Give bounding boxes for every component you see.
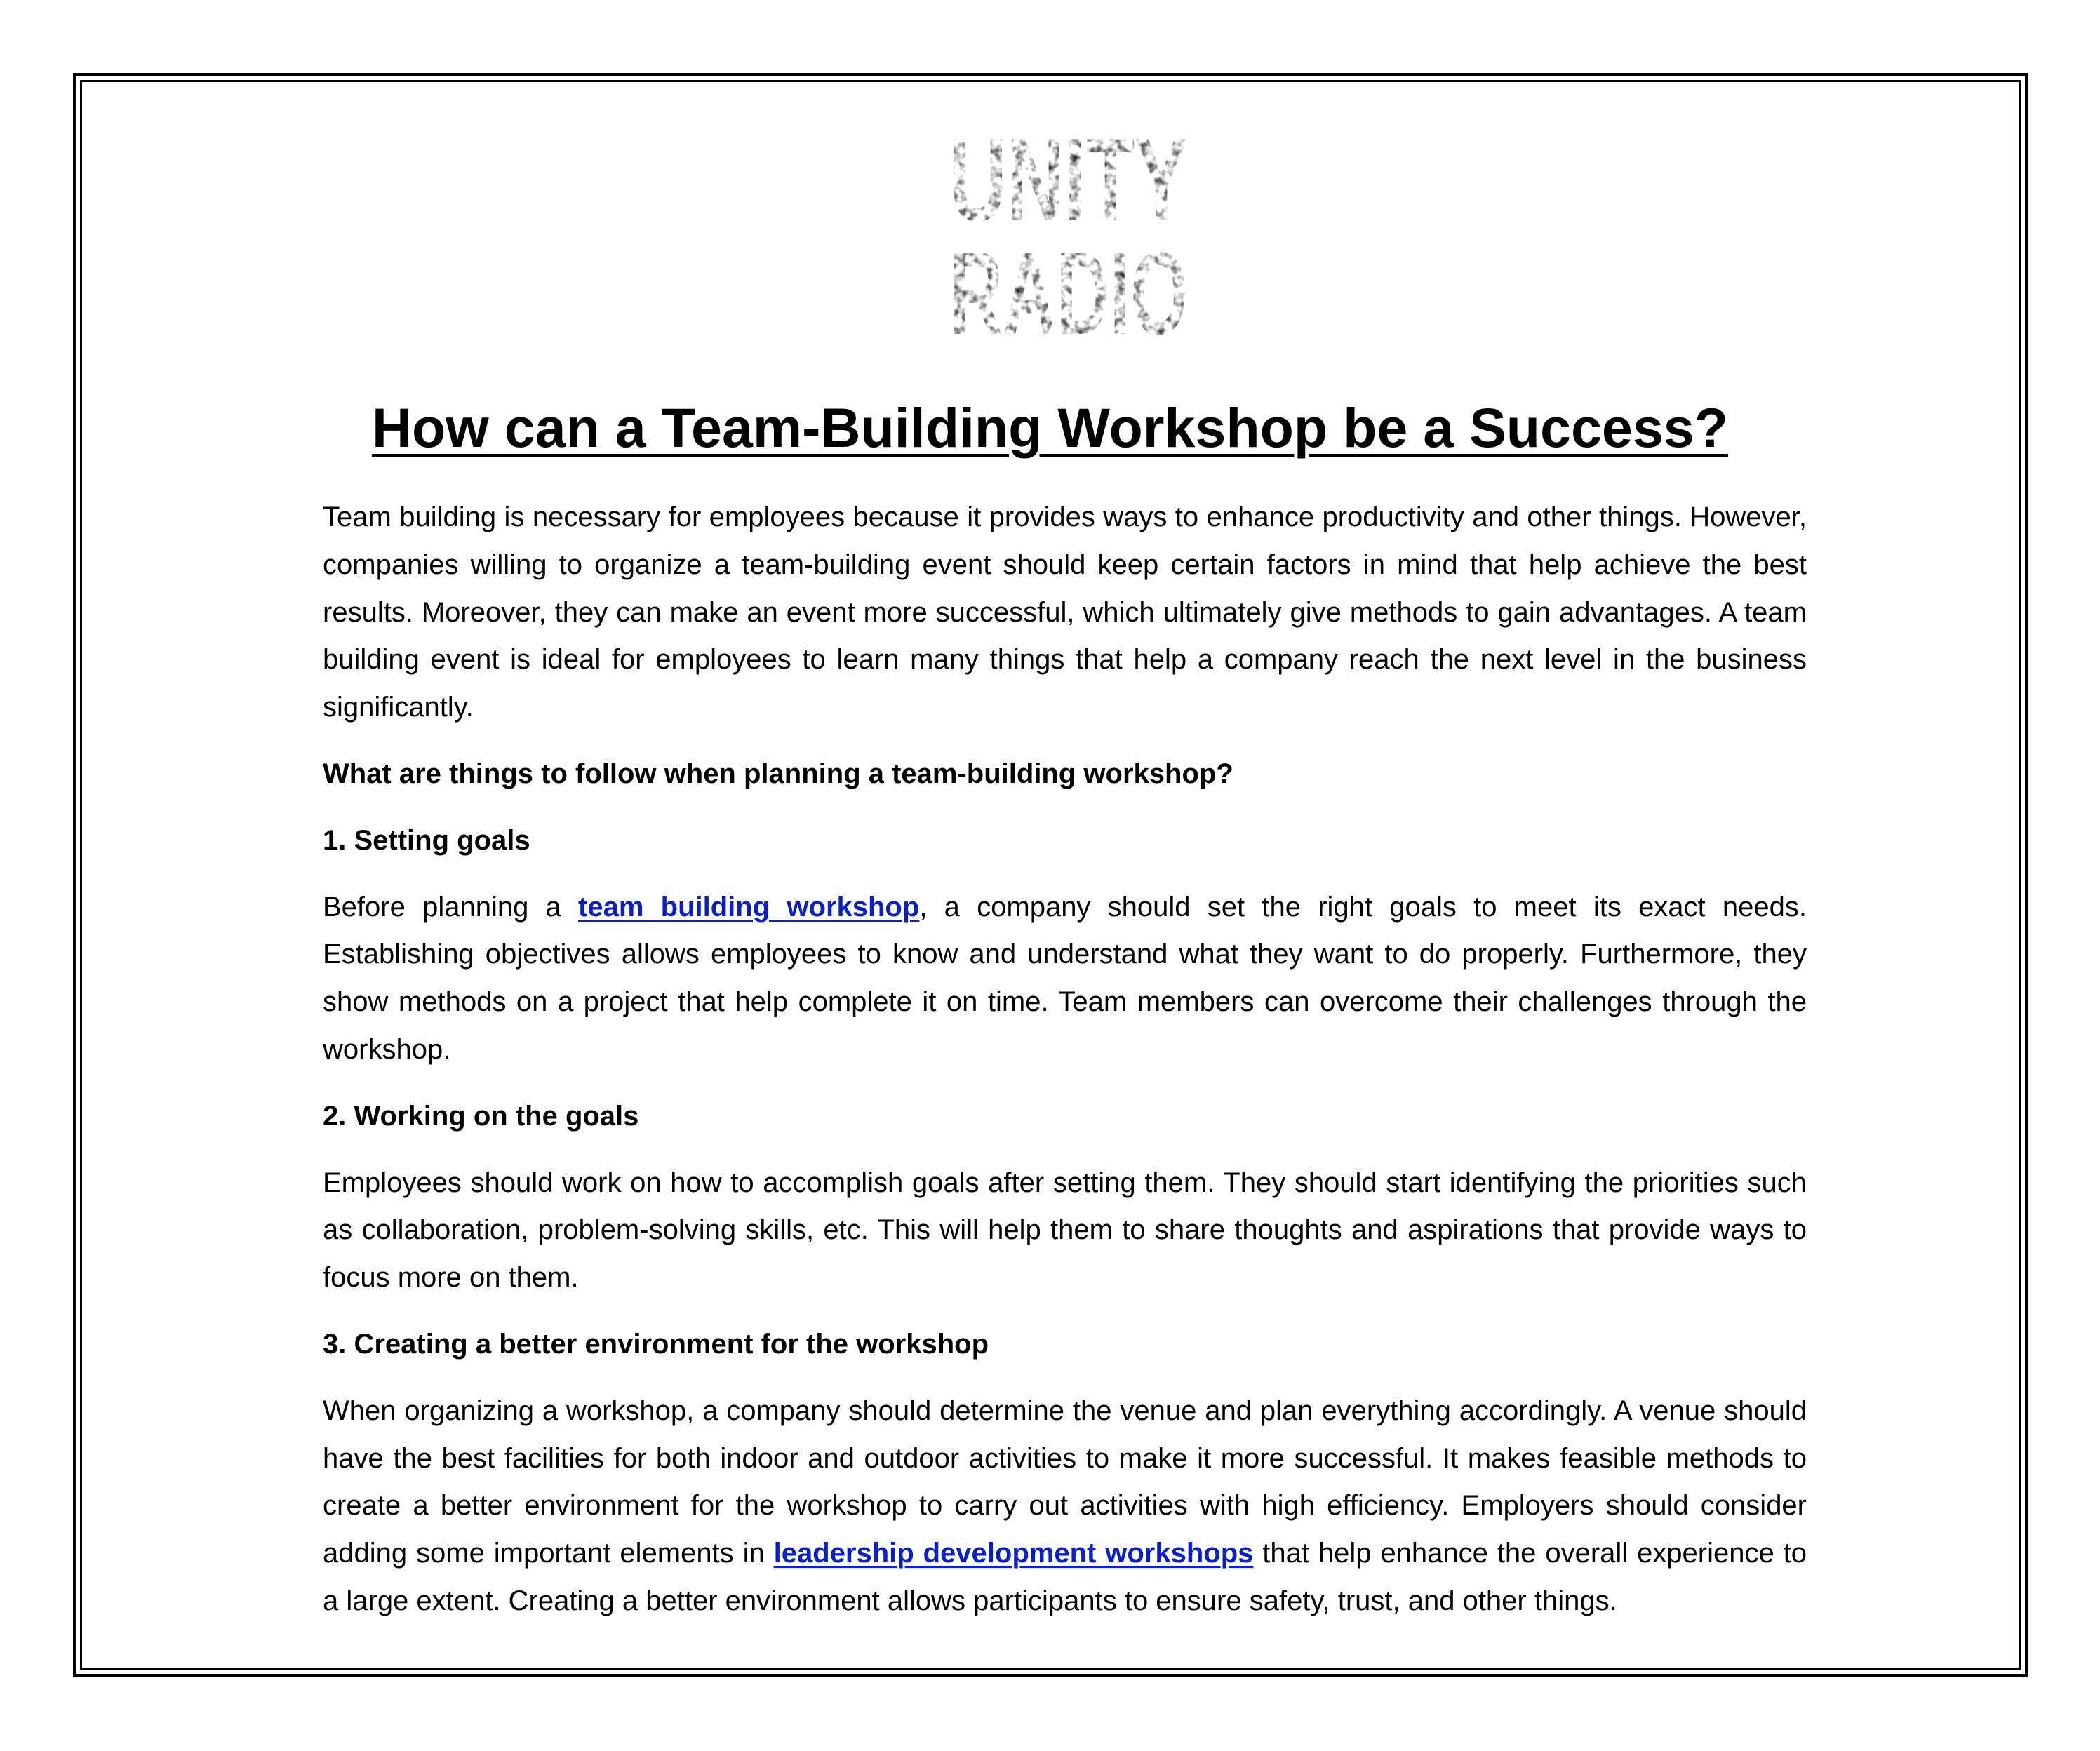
- unity-radio-logo: [946, 114, 1191, 359]
- article-body: [323, 494, 1807, 1644]
- logo-line2: RADIO: [949, 227, 1188, 359]
- logo-line1: UNITY: [949, 114, 1188, 246]
- section-heading-better-environment: 3. Creating a better environment for the workshop: [323, 1328, 989, 1360]
- section-heading-working-on-goals: 2. Working on the goals: [323, 1100, 639, 1132]
- intro-paragraph: Team building is necessary for employees because it provides ways to enhance productivity and other things. However, companies willing to organize a team-building event should keep certain factors in mind that help achieve the best results. Moreover, they can make an event more successful, which ultimately give methods to gain advantages. A team building event is ideal for employees to learn many things that help a company reach the next level in the business significantly.: [323, 502, 1807, 723]
- leadership-development-workshops-link[interactable]: leadership development workshops: [773, 1538, 1254, 1569]
- question-heading: What are things to follow when planning a team-building workshop?: [323, 758, 1233, 789]
- section-paragraph-working-on-goals: Employees should work on how to accomplish goals after setting them. They should start identifying the priorities such as collaboration, problem-solving skills, etc. This will help them to share thoughts and aspirations that provide ways to focus more on them.: [323, 1167, 1807, 1294]
- section-paragraph-better-environment: When organizing a workshop, a company should determine the venue and plan everything accordingly. A venue should have the best facilities for both indoor and outdoor activities to make it more successful. It makes feasible methods to create a better environment for the workshop to carry out activities with high efficiency. Employers should consider adding some important elements in leadership development workshops that help enhance the overall experience to a large extent. Creating a better environment allows participants to ensure safety, trust, and other things.: [323, 1395, 1807, 1616]
- page-title: How can a Team-Building Workshop be a Success?: [372, 396, 1728, 459]
- team-building-workshop-link[interactable]: team building workshop: [578, 891, 920, 923]
- section-heading-setting-goals: 1. Setting goals: [323, 824, 530, 856]
- section-paragraph-setting-goals: Before planning a team building workshop, a company should set the right goals to meet its exact needs. Establishing objectives allows employees to know and understand what they want to do properly. Furthermore, they show methods on a project that help complete it on time. Team members can overcome their challenges through the workshop.: [323, 891, 1807, 1065]
